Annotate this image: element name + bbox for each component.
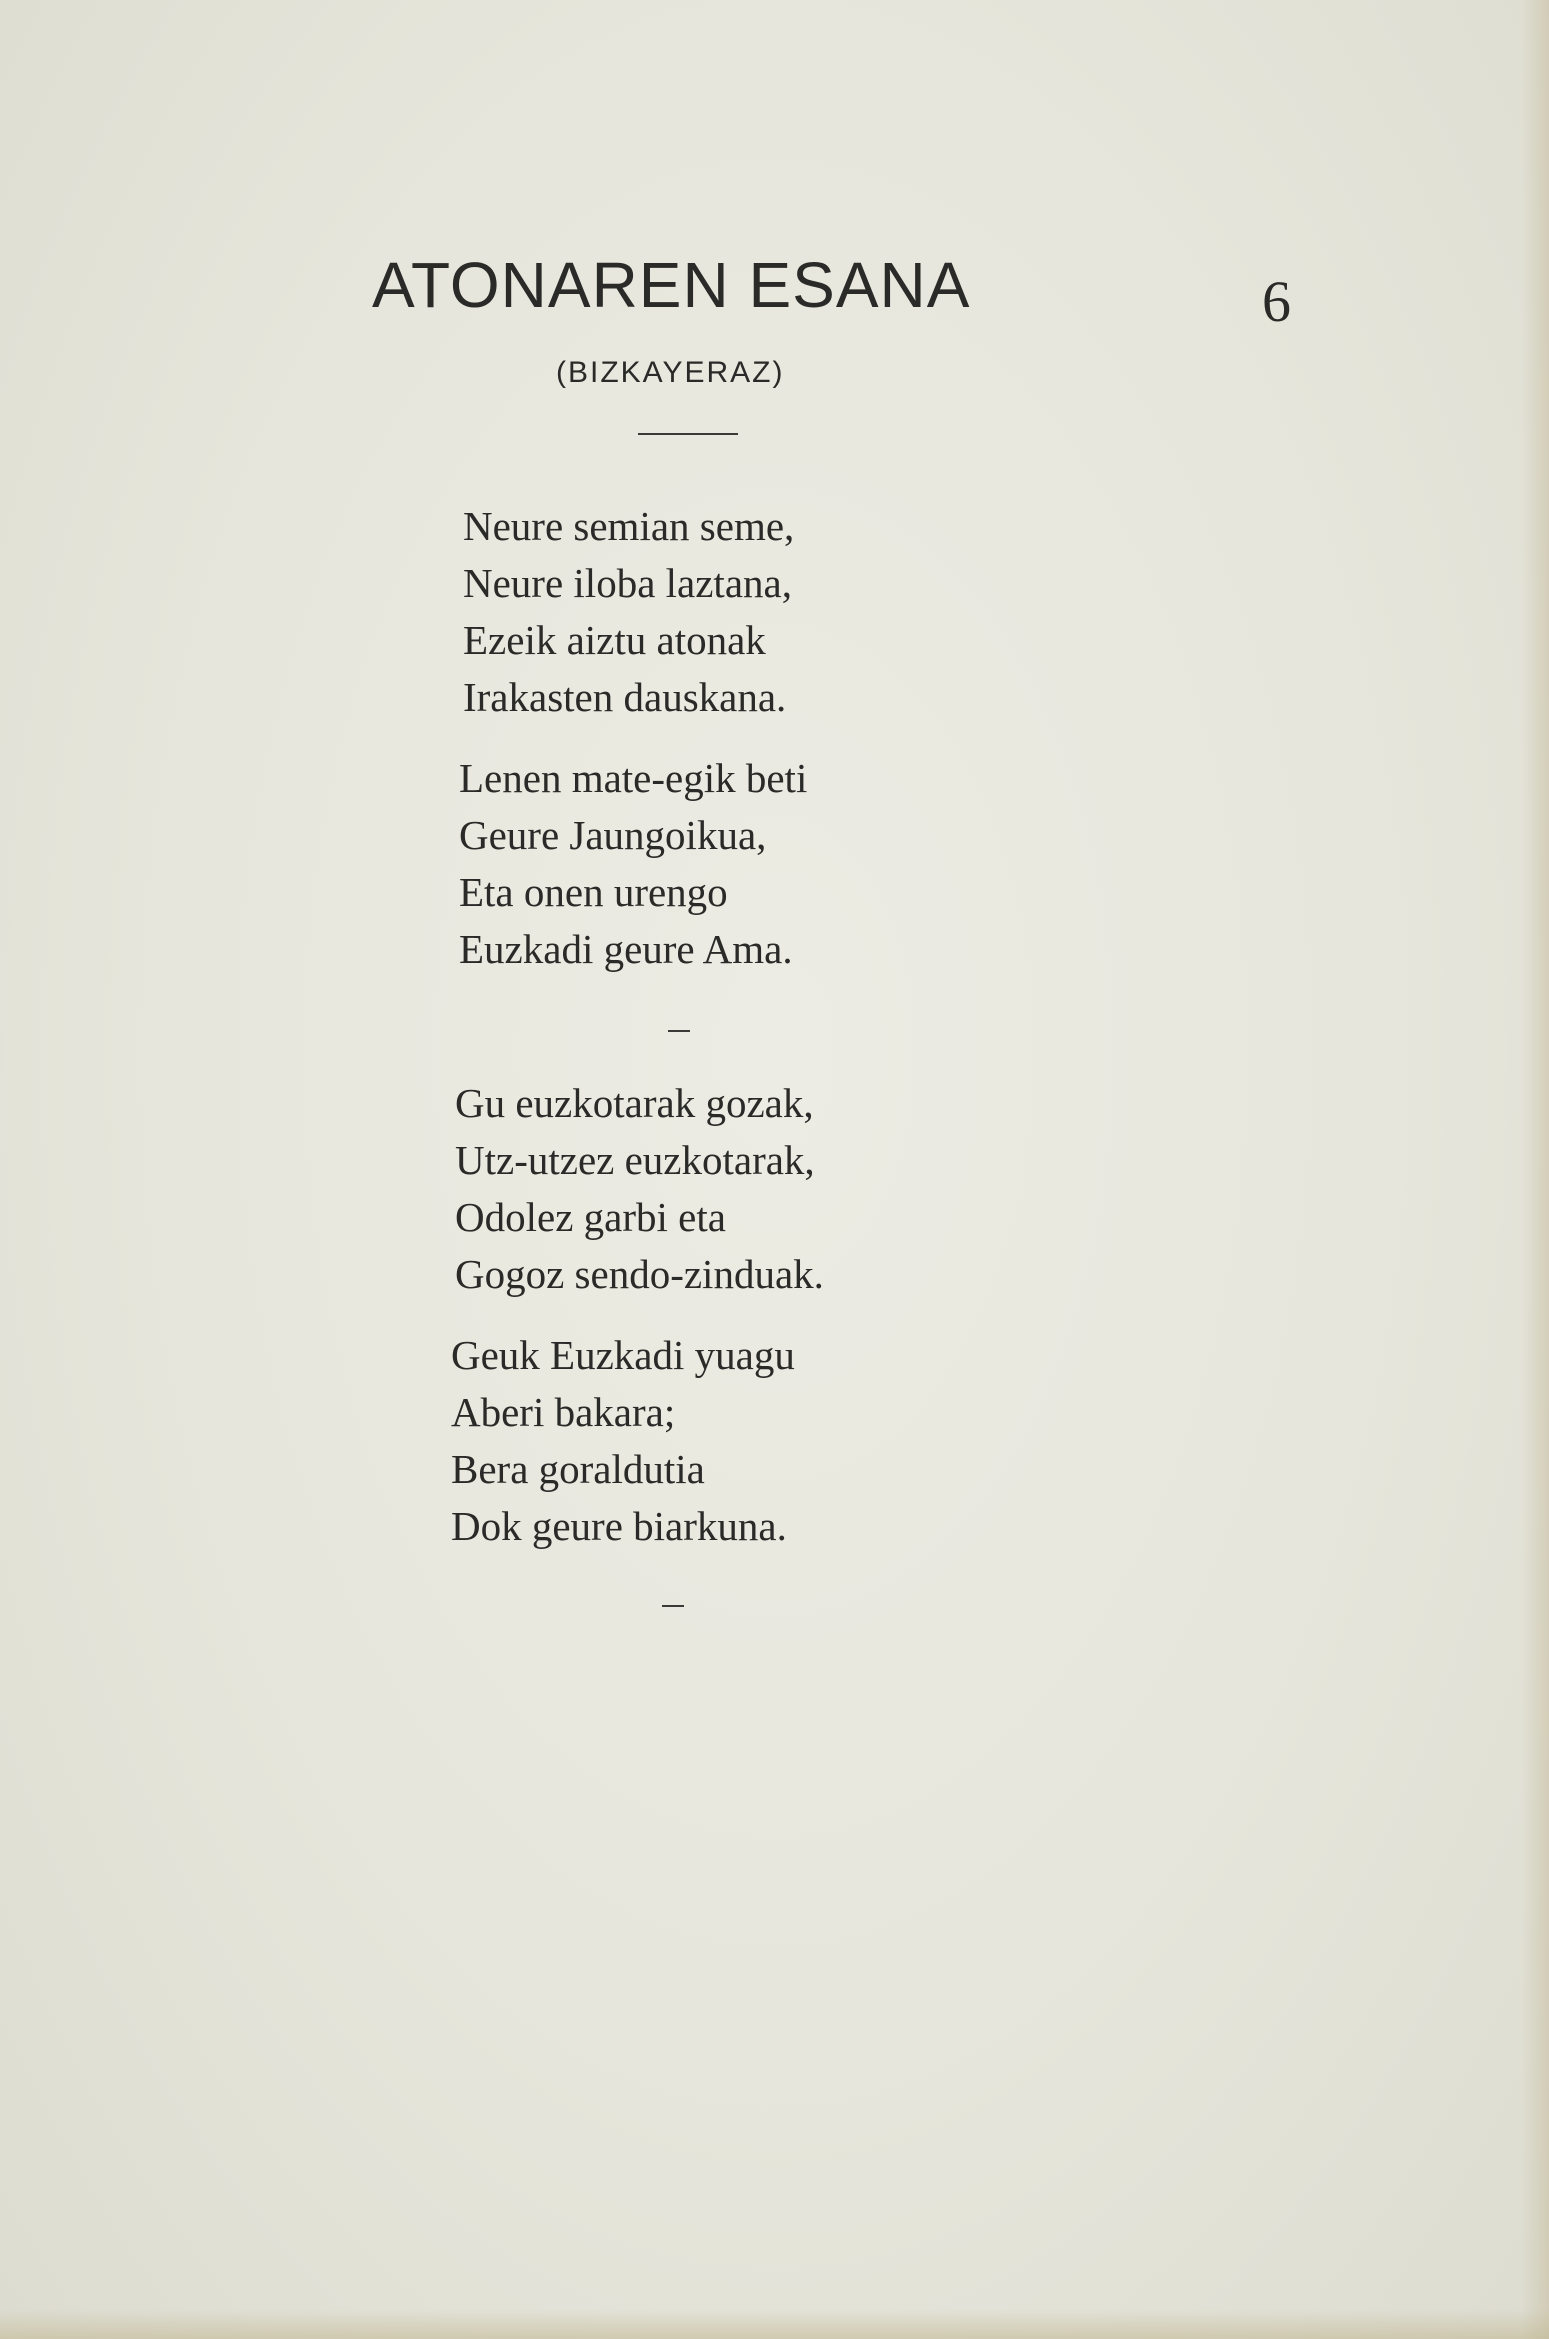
poem-line: Lenen mate-egik beti bbox=[459, 755, 808, 801]
poem-line: Geuk Euzkadi yuagu bbox=[451, 1332, 795, 1378]
section-dash bbox=[662, 1605, 684, 1607]
page-edge-shadow bbox=[1521, 0, 1549, 2339]
title-rule bbox=[638, 433, 738, 435]
stanza-3 bbox=[455, 1075, 824, 1303]
page-number: 6 bbox=[1262, 269, 1291, 334]
poem-line: Ezeik aiztu atonak bbox=[463, 617, 766, 663]
poem-line: Euzkadi geure Ama. bbox=[459, 926, 793, 972]
poem-line: Irakasten dauskana. bbox=[463, 674, 787, 720]
poem-line: Neure iloba laztana, bbox=[463, 560, 792, 606]
poem-line: Eta onen urengo bbox=[459, 869, 728, 915]
poem-line: Gu euzkotarak gozak, bbox=[455, 1080, 814, 1126]
stanza-2 bbox=[459, 750, 807, 978]
section-dash bbox=[668, 1030, 690, 1032]
stanza-1 bbox=[463, 498, 794, 726]
poem-title: ATONAREN ESANA bbox=[372, 249, 971, 321]
poem-line: Odolez garbi eta bbox=[455, 1194, 726, 1240]
poem-line: Neure semian seme, bbox=[463, 503, 795, 549]
poem-line: Aberi bakara; bbox=[451, 1389, 676, 1435]
poem-line: Gogoz sendo-zinduak. bbox=[455, 1251, 824, 1297]
poem-line: Dok geure biarkuna. bbox=[451, 1503, 787, 1549]
poem-line: Utz-utzez euzkotarak, bbox=[455, 1137, 815, 1183]
poem-line: Bera goraldutia bbox=[451, 1446, 705, 1492]
poem-subtitle: (BIZKAYERAZ) bbox=[556, 356, 785, 389]
page-bottom-shadow bbox=[0, 2309, 1549, 2339]
stanza-4 bbox=[451, 1327, 795, 1555]
poem-line: Geure Jaungoikua, bbox=[459, 812, 767, 858]
